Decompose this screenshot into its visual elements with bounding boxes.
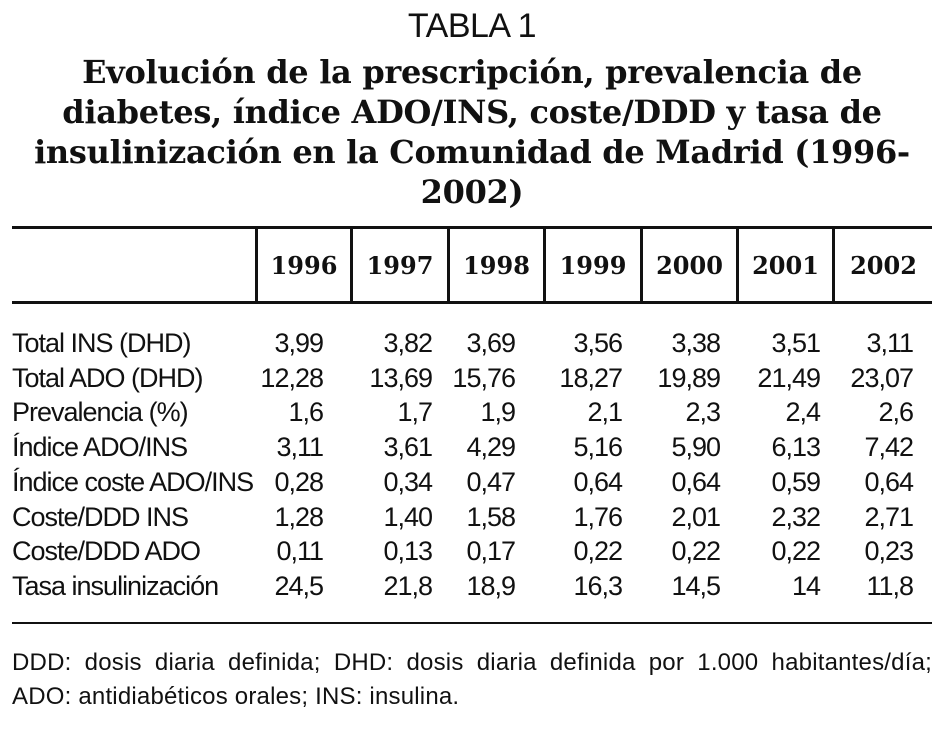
- table-cell-2002: 3,11: [866, 328, 913, 358]
- table-cell-1996: 24,5: [274, 570, 323, 601]
- table-cell-1997: 21,8: [383, 570, 432, 601]
- table-row: [0, 500, 944, 534]
- table-cell-2002: 11,8: [866, 570, 913, 601]
- table-cell-2000: 14,5: [671, 570, 720, 601]
- table-cell-1998: 1,9: [480, 397, 515, 428]
- table-row: [0, 430, 944, 464]
- table-footnote: DDD: dosis diaria definida; DHD: dosis diaria definida por 1.000 habitantes/día; ADO: antidiabéticos orales; INS: insulina.: [12, 649, 932, 710]
- table-cell-2002: 2,71: [864, 501, 913, 532]
- table-cell-2002: 0,64: [864, 466, 913, 497]
- table-cell-1997: 0,13: [383, 536, 432, 567]
- table-cell-1999: 1,76: [573, 501, 622, 532]
- table-cell-1997: 3,61: [383, 432, 432, 463]
- row-label: Índice coste ADO/INS: [12, 466, 254, 497]
- table-label: TABLA 1: [407, 7, 537, 45]
- table-cell-1996: 12,28: [260, 362, 323, 393]
- table-cell-1996: 1,6: [288, 397, 323, 428]
- table-cell-1999: 0,22: [573, 536, 622, 567]
- table-cell-2000: 5,90: [671, 432, 720, 463]
- table-cell-2001: 0,59: [771, 466, 820, 497]
- row-label: Índice ADO/INS: [12, 432, 188, 463]
- table-cell-2000: 3,38: [671, 328, 720, 358]
- table-cell-1996: 1,28: [274, 501, 323, 532]
- table-row: [0, 326, 944, 360]
- table-cell-1996: 3,11: [276, 432, 323, 463]
- table-cell-1999: 2,1: [587, 397, 622, 428]
- table-header-rule: [12, 301, 932, 304]
- row-label: Coste/DDD ADO: [12, 536, 201, 567]
- table-title: Evolución de la prescripción, prevalencia de diabetes, índice ADO/INS, coste/DDD y tasa de insulinización en la Comunidad de Madrid (1996-2002): [34, 53, 910, 211]
- table-cell-1998: 1,58: [466, 501, 515, 532]
- table-cell-2001: 2,32: [771, 501, 820, 532]
- table-cell-1996: 0,11: [276, 536, 323, 567]
- table-cell-1997: 1,40: [383, 501, 432, 532]
- table-row: [0, 534, 944, 568]
- table-row: [0, 569, 944, 603]
- table-cell-1997: 13,69: [369, 362, 432, 393]
- table-cell-1998: 18,9: [466, 570, 515, 601]
- table-cell-2000: 19,89: [657, 362, 720, 393]
- table-cell-2001: 14: [791, 570, 820, 601]
- table-row: [0, 361, 944, 395]
- column-header-1996: 1996: [270, 251, 338, 280]
- table-cell-1999: 5,16: [573, 432, 622, 463]
- table-cell-1999: 18,27: [559, 362, 622, 393]
- table-cell-2001: 2,4: [785, 397, 820, 428]
- table-cell-1998: 4,29: [466, 432, 515, 463]
- table-cell-2000: 0,22: [671, 536, 720, 567]
- row-label: Coste/DDD INS: [12, 501, 189, 532]
- table-cell-2002: 2,6: [878, 397, 913, 428]
- table-cell-1997: 1,7: [397, 397, 432, 428]
- column-header-2001: 2001: [752, 251, 819, 280]
- table-cell-1996: 0,28: [274, 466, 323, 497]
- table-cell-1997: 3,82: [383, 328, 432, 358]
- table-cell-2000: 0,64: [671, 466, 720, 497]
- table-cell-2001: 0,22: [771, 536, 820, 567]
- table-cell-2001: 3,51: [771, 328, 820, 358]
- row-label: Tasa insulinización: [12, 570, 219, 601]
- column-header-2002: 2002: [850, 251, 917, 280]
- table-cell-1998: 0,47: [466, 466, 515, 497]
- table-cell-2000: 2,01: [671, 501, 720, 532]
- table-bottom-rule: [12, 622, 932, 624]
- column-header-2000: 2000: [656, 251, 723, 280]
- table-cell-1997: 0,34: [383, 466, 432, 497]
- row-label: Total ADO (DHD): [12, 362, 203, 393]
- column-header-1999: 1999: [559, 251, 627, 280]
- row-label: Prevalencia (%): [12, 397, 188, 428]
- table-row: [0, 465, 944, 499]
- table-cell-2002: 23,07: [850, 362, 913, 393]
- table-cell-1999: 0,64: [573, 466, 622, 497]
- table-cell-2002: 7,42: [864, 432, 913, 463]
- table-cell-1996: 3,99: [274, 328, 323, 358]
- table-cell-1998: 15,76: [452, 362, 515, 393]
- table-top-rule: [12, 226, 932, 229]
- column-header-1998: 1998: [463, 251, 530, 280]
- table-cell-1999: 3,56: [573, 328, 622, 358]
- table-cell-2000: 2,3: [685, 397, 720, 428]
- table-cell-2001: 6,13: [771, 432, 820, 463]
- row-label: Total INS (DHD): [12, 328, 191, 358]
- table-cell-1998: 0,17: [466, 536, 515, 567]
- table-cell-2001: 21,49: [757, 362, 820, 393]
- table-cell-1998: 3,69: [466, 328, 515, 358]
- table-cell-1999: 16,3: [573, 570, 622, 601]
- table-cell-2002: 0,23: [864, 536, 913, 567]
- column-header-1997: 1997: [366, 251, 434, 280]
- table-row: [0, 395, 944, 429]
